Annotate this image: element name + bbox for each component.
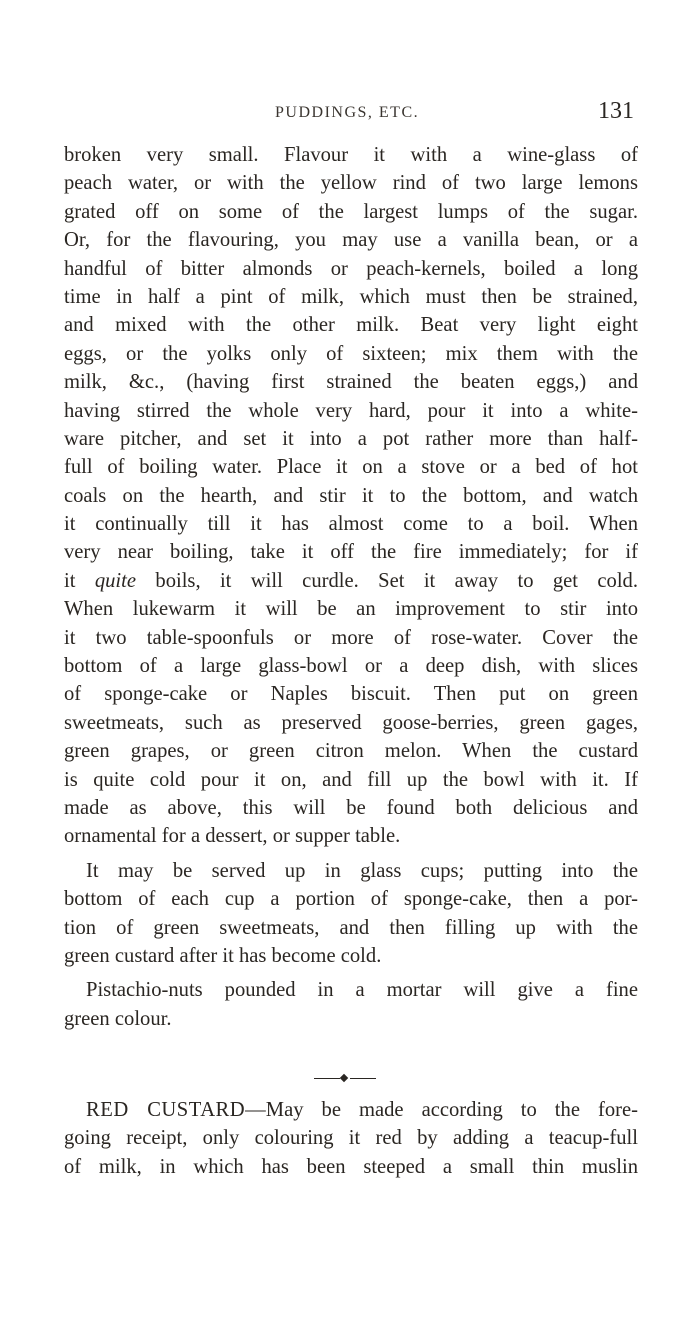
text-line: going receipt, only colouring it red by adding a teacup-full <box>64 1127 638 1150</box>
text-line: eggs, or the yolks only of sixteen; mix them with the <box>64 342 638 365</box>
text-line: tion of green sweetmeats, and then filling up with the <box>64 916 638 939</box>
text-line: coals on the hearth, and stir it to the bottom, and watch <box>64 484 638 507</box>
text-line: time in half a pint of milk, which must then be strained, <box>64 285 638 308</box>
text-line: it continually till it has almost come to a boil. When <box>64 513 638 536</box>
text-segment: it <box>64 569 76 592</box>
text-line: handful of bitter almonds or peach-kernels, boiled a long <box>64 257 638 280</box>
text-line: it two table-spoonfuls or more of rose-water. Cover the <box>64 626 638 649</box>
text-line: and mixed with the other milk. Beat very light eight <box>64 314 638 337</box>
section-divider-ornament <box>314 1074 376 1084</box>
text-line: of sponge-cake or Naples biscuit. Then put on green <box>64 683 638 706</box>
text-line: ornamental for a dessert, or supper table. <box>64 825 401 848</box>
text-line: having stirred the whole very hard, pour it into a white- <box>64 399 638 422</box>
text-line: ware pitcher, and set it into a pot rather more than half- <box>64 427 638 450</box>
text-segment: boils, it will curdle. Set it away to get cold. <box>155 569 638 592</box>
text-line: green grapes, or green citron melon. When the custard <box>64 740 638 763</box>
text-line-mixed <box>64 1096 638 1124</box>
text-line: bottom of each cup a portion of sponge-cake, then a por- <box>64 888 638 911</box>
text-line: is quite cold pour it on, and fill up the bowl with it. If <box>64 768 638 791</box>
section-heading: RED CUSTARD <box>86 1099 246 1121</box>
text-line: of milk, in which has been steeped a small thin muslin <box>64 1155 638 1178</box>
red-custard-section <box>64 1096 638 1181</box>
text-line: grated off on some of the largest lumps of the sugar. <box>64 200 638 223</box>
italic-emphasis: quite <box>94 569 137 592</box>
text-line: full of boiling water. Place it on a stove or a bed of hot <box>64 456 638 479</box>
text-line: When lukewarm it will be an improvement to stir into <box>64 598 638 621</box>
running-header <box>0 98 700 132</box>
text-line: sweetmeats, such as preserved goose-berries, green gages, <box>64 711 638 734</box>
text-line: made as above, this will be found both delicious and <box>64 796 638 819</box>
page-number: 131 <box>598 98 634 124</box>
diamond-ornament-icon <box>340 1074 348 1082</box>
text-line: green custard after it has become cold. <box>64 944 382 967</box>
text-line: milk, &c., (having first strained the beaten eggs,) and <box>64 371 638 394</box>
text-segment: —May be made according to the fore- <box>245 1099 638 1121</box>
text-line: very near boiling, take it off the fire immediately; for if <box>64 541 638 564</box>
text-line: green colour. <box>64 1007 172 1030</box>
body-text <box>64 141 638 1033</box>
text-line: It may be served up in glass cups; putting into the <box>86 859 638 882</box>
text-line: Or, for the flavouring, you may use a vanilla bean, or a <box>64 229 638 252</box>
running-title: PUDDINGS, ETC. <box>275 104 420 121</box>
text-line: Pistachio-nuts pounded in a mortar will give a fine <box>86 979 638 1002</box>
text-line-mixed <box>64 567 638 595</box>
text-line: broken very small. Flavour it with a wine-glass of <box>64 144 638 166</box>
text-line: bottom of a large glass-bowl or a deep dish, with slices <box>64 655 638 678</box>
text-line: peach water, or with the yellow rind of two large lemons <box>64 172 638 195</box>
